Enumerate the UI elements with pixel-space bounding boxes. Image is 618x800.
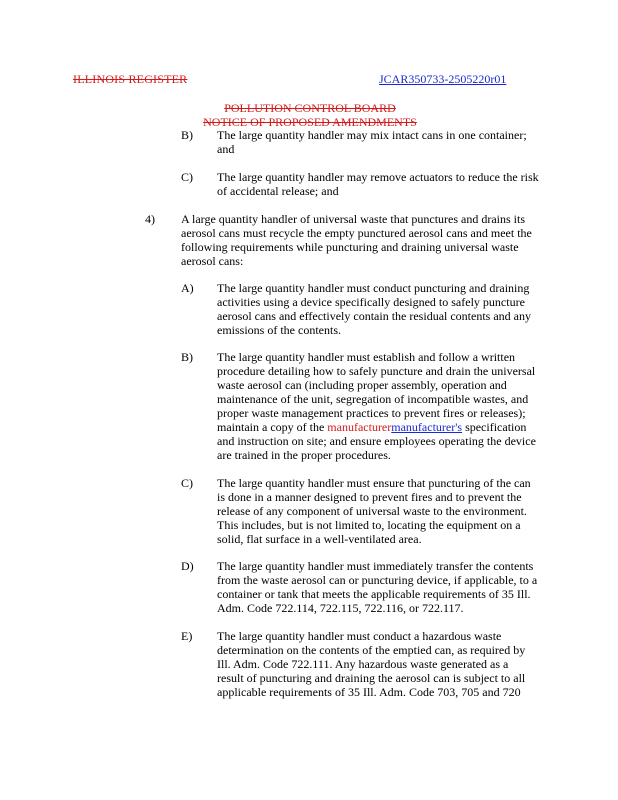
text-line: from the waste aerosol can or puncturing device, if applicable, to a [217, 573, 538, 587]
item-text [217, 559, 537, 615]
item-label: 4) [145, 212, 155, 226]
text-line: aerosol cans must recycle the empty punctured aerosol cans and meet the [181, 226, 532, 240]
text-line: container or tank that meets the applicable requirements of 35 Ill. [217, 587, 531, 601]
item-text [217, 629, 525, 699]
text-line: waste aerosol can (including proper assembly, operation and [217, 378, 507, 392]
item-text [181, 212, 532, 268]
text-line: and [217, 142, 235, 156]
text-line: This includes, but is not limited to, locating the equipment on a [217, 518, 521, 532]
text-line: determination on the contents of the emptied can, as required by [217, 643, 526, 657]
text-line: release of any component of universal waste to the environment. [217, 504, 527, 518]
text-line: The large quantity handler may remove actuators to reduce the risk [217, 170, 539, 184]
inserted-text: manufacturer's [391, 420, 463, 434]
item-text [217, 350, 536, 462]
text-line: The large quantity handler may mix intact cans in one container; [217, 128, 527, 142]
board-title: POLLUTION CONTROL BOARD [224, 101, 396, 115]
item-label: D) [181, 559, 194, 573]
text-line: and instruction on site; and ensure employees operating the device [217, 434, 536, 448]
item-label: E) [181, 629, 193, 643]
text-line: result of puncturing and draining the aerosol can is subject to all [217, 671, 526, 685]
notice-title: NOTICE OF PROPOSED AMENDMENTS [203, 115, 417, 129]
deleted-text: manufacturer [327, 420, 392, 434]
text-line: The large quantity handler must conduct puncturing and draining [217, 281, 530, 295]
item-label: B) [181, 350, 193, 364]
text-line: A large quantity handler of universal waste that punctures and drains its [181, 212, 526, 226]
text-line: emissions of the contents. [217, 323, 341, 337]
text-line-revision [217, 420, 536, 434]
text-fragment: specification [462, 420, 527, 434]
text-line: applicable requirements of 35 Ill. Adm. Code 703, 705 and 720 [217, 685, 521, 699]
text-line: is done in a manner designed to prevent fires and to prevent the [217, 490, 522, 504]
text-line: of accidental release; and [217, 184, 339, 198]
item-label: A) [181, 281, 194, 295]
item-label: C) [181, 170, 193, 184]
text-line: The large quantity handler must immediately transfer the contents [217, 559, 534, 573]
text-line: activities using a device specifically designed to safely puncture [217, 295, 525, 309]
item-label: B) [181, 128, 193, 142]
text-line: The large quantity handler must ensure that puncturing of the can [217, 476, 531, 490]
text-fragment: maintain a copy of the [217, 420, 328, 434]
text-line: aerosol cans: [181, 254, 244, 268]
item-text [217, 476, 531, 546]
text-line: proper waste management practices to prevent fires or releases); [217, 406, 526, 420]
item-text [217, 128, 527, 156]
jcar-code: JCAR350733-2505220r01 [379, 72, 507, 86]
text-line: following requirements while puncturing and draining universal waste [181, 240, 519, 254]
item-text [217, 281, 531, 337]
text-line: are trained in the proper procedures. [217, 448, 391, 462]
text-line: Adm. Code 722.114, 722.115, 722.116, or 722.117. [217, 601, 464, 615]
text-line: Ill. Adm. Code 722.111. Any hazardous waste generated as a [217, 657, 509, 671]
text-line: aerosol cans and effectively contain the residual contents and any [217, 309, 531, 323]
text-line: procedure detailing how to safely puncture and drain the universal [217, 364, 536, 378]
text-line: The large quantity handler must conduct a hazardous waste [217, 629, 502, 643]
item-text [217, 170, 539, 198]
item-label: C) [181, 476, 193, 490]
text-line: The large quantity handler must establish and follow a written [217, 350, 516, 364]
register-header: ILLINOIS REGISTER [73, 72, 188, 86]
text-line: solid, flat surface in a well-ventilated area. [217, 532, 422, 546]
text-line: maintenance of the unit, segregation of incompatible wastes, and [217, 392, 529, 406]
